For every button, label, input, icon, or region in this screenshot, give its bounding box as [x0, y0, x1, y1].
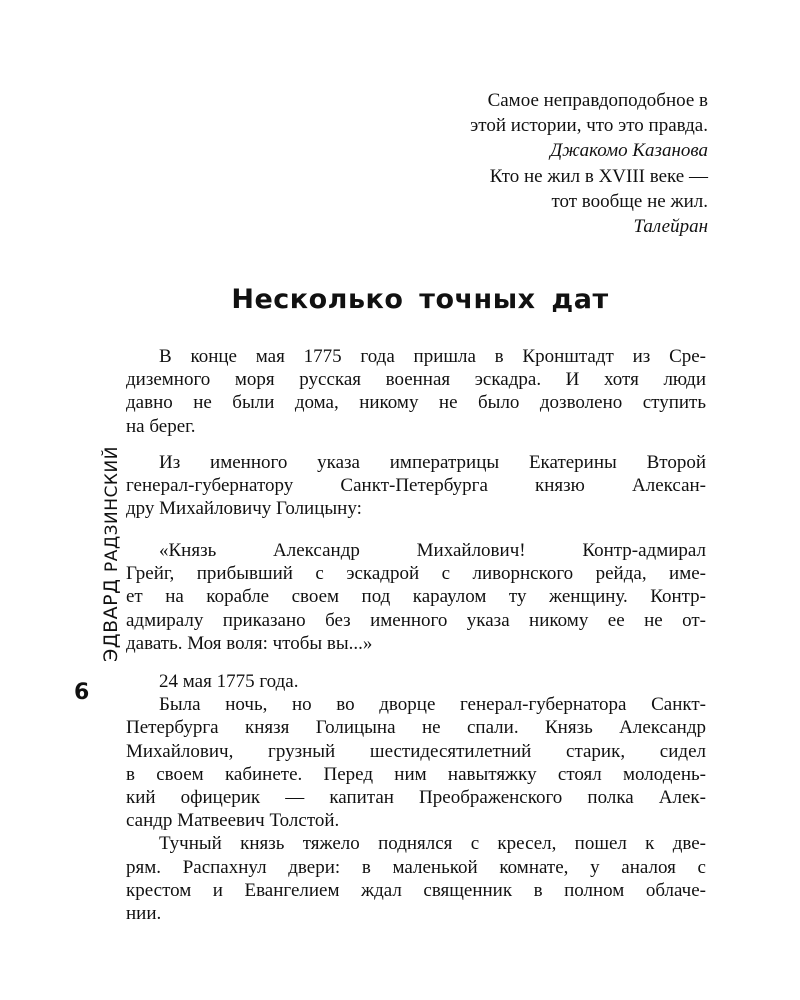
text-line: на берег.: [126, 415, 196, 437]
text-line: Петербурга князя Голицына не спали. Князь Александр: [126, 717, 706, 739]
text-line: 24 мая 1775 года.: [159, 671, 299, 692]
author-last-name: РАДЗИНСКИЙ: [102, 446, 122, 572]
text-line: давно не были дома, никому не было дозволено ступить: [126, 392, 706, 414]
epigraph-line: Самое неправдоподобное в: [487, 90, 708, 111]
chapter-title: Несколько точных дат: [231, 284, 609, 315]
text-line: крестом и Евангелием ждал священник в полном облаче-: [126, 879, 706, 901]
text-line: В конце мая 1775 года пришла в Кронштадт из Сре-: [159, 346, 706, 367]
text-line: кий офицерик — капитан Преображенского полка Алек-: [126, 787, 706, 809]
paragraph-1: [126, 345, 706, 438]
text-line: Тучный князь тяжело поднялся с кресел, пошел к две-: [159, 833, 706, 855]
epigraph-line: тот вообще не жил.: [551, 191, 708, 212]
text-line: ет на корабле своем под караулом ту женщину. Контр-: [126, 586, 706, 608]
text-line: диземного моря русская военная эскадра. И хотя люди: [126, 369, 706, 391]
page-number: 6: [74, 680, 90, 705]
text-line: сандр Матвеевич Толстой.: [126, 810, 340, 832]
text-line: генерал-губернатору Санкт-Петербурга князю Алексан-: [126, 475, 706, 497]
text-line: в своем кабинете. Перед ним навытяжку стоял молодень-: [126, 763, 706, 785]
running-author-name: [100, 446, 122, 662]
epigraph-author: Талейран: [633, 216, 708, 237]
paragraph-3-quote: [126, 539, 706, 655]
text-line: нии.: [126, 903, 162, 925]
epigraph-author: Джакомо Казанова: [550, 140, 708, 161]
text-line: дру Михайловичу Голицыну:: [126, 498, 362, 520]
text-line: Из именного указа императрицы Екатерины Второй: [159, 452, 706, 473]
paragraph-2: [126, 451, 706, 521]
author-first-name: ЭДВАРД: [100, 578, 122, 662]
epigraph-1: [348, 88, 708, 163]
epigraph-2: [348, 164, 708, 239]
text-line: Была ночь, но во дворце генерал-губернатора Санкт-: [159, 694, 706, 716]
epigraph-line: Кто не жил в XVIII веке —: [489, 166, 708, 187]
text-line: адмиралу приказано без именного указа никому ее не от-: [126, 609, 706, 631]
text-line: рям. Распахнул двери: в маленькой комнате, у аналоя с: [126, 856, 706, 878]
text-line: давать. Моя воля: чтобы вы...»: [126, 632, 373, 654]
text-line: Грейг, прибывший с эскадрой с ливорнского рейда, име-: [126, 563, 706, 585]
text-line: «Князь Александр Михайлович! Контр-адмирал: [159, 540, 706, 561]
text-line: Михайлович, грузный шестидесятилетний старик, сидел: [126, 740, 706, 762]
epigraph-line: этой истории, что это правда.: [470, 115, 708, 136]
paragraph-4: [126, 670, 706, 925]
